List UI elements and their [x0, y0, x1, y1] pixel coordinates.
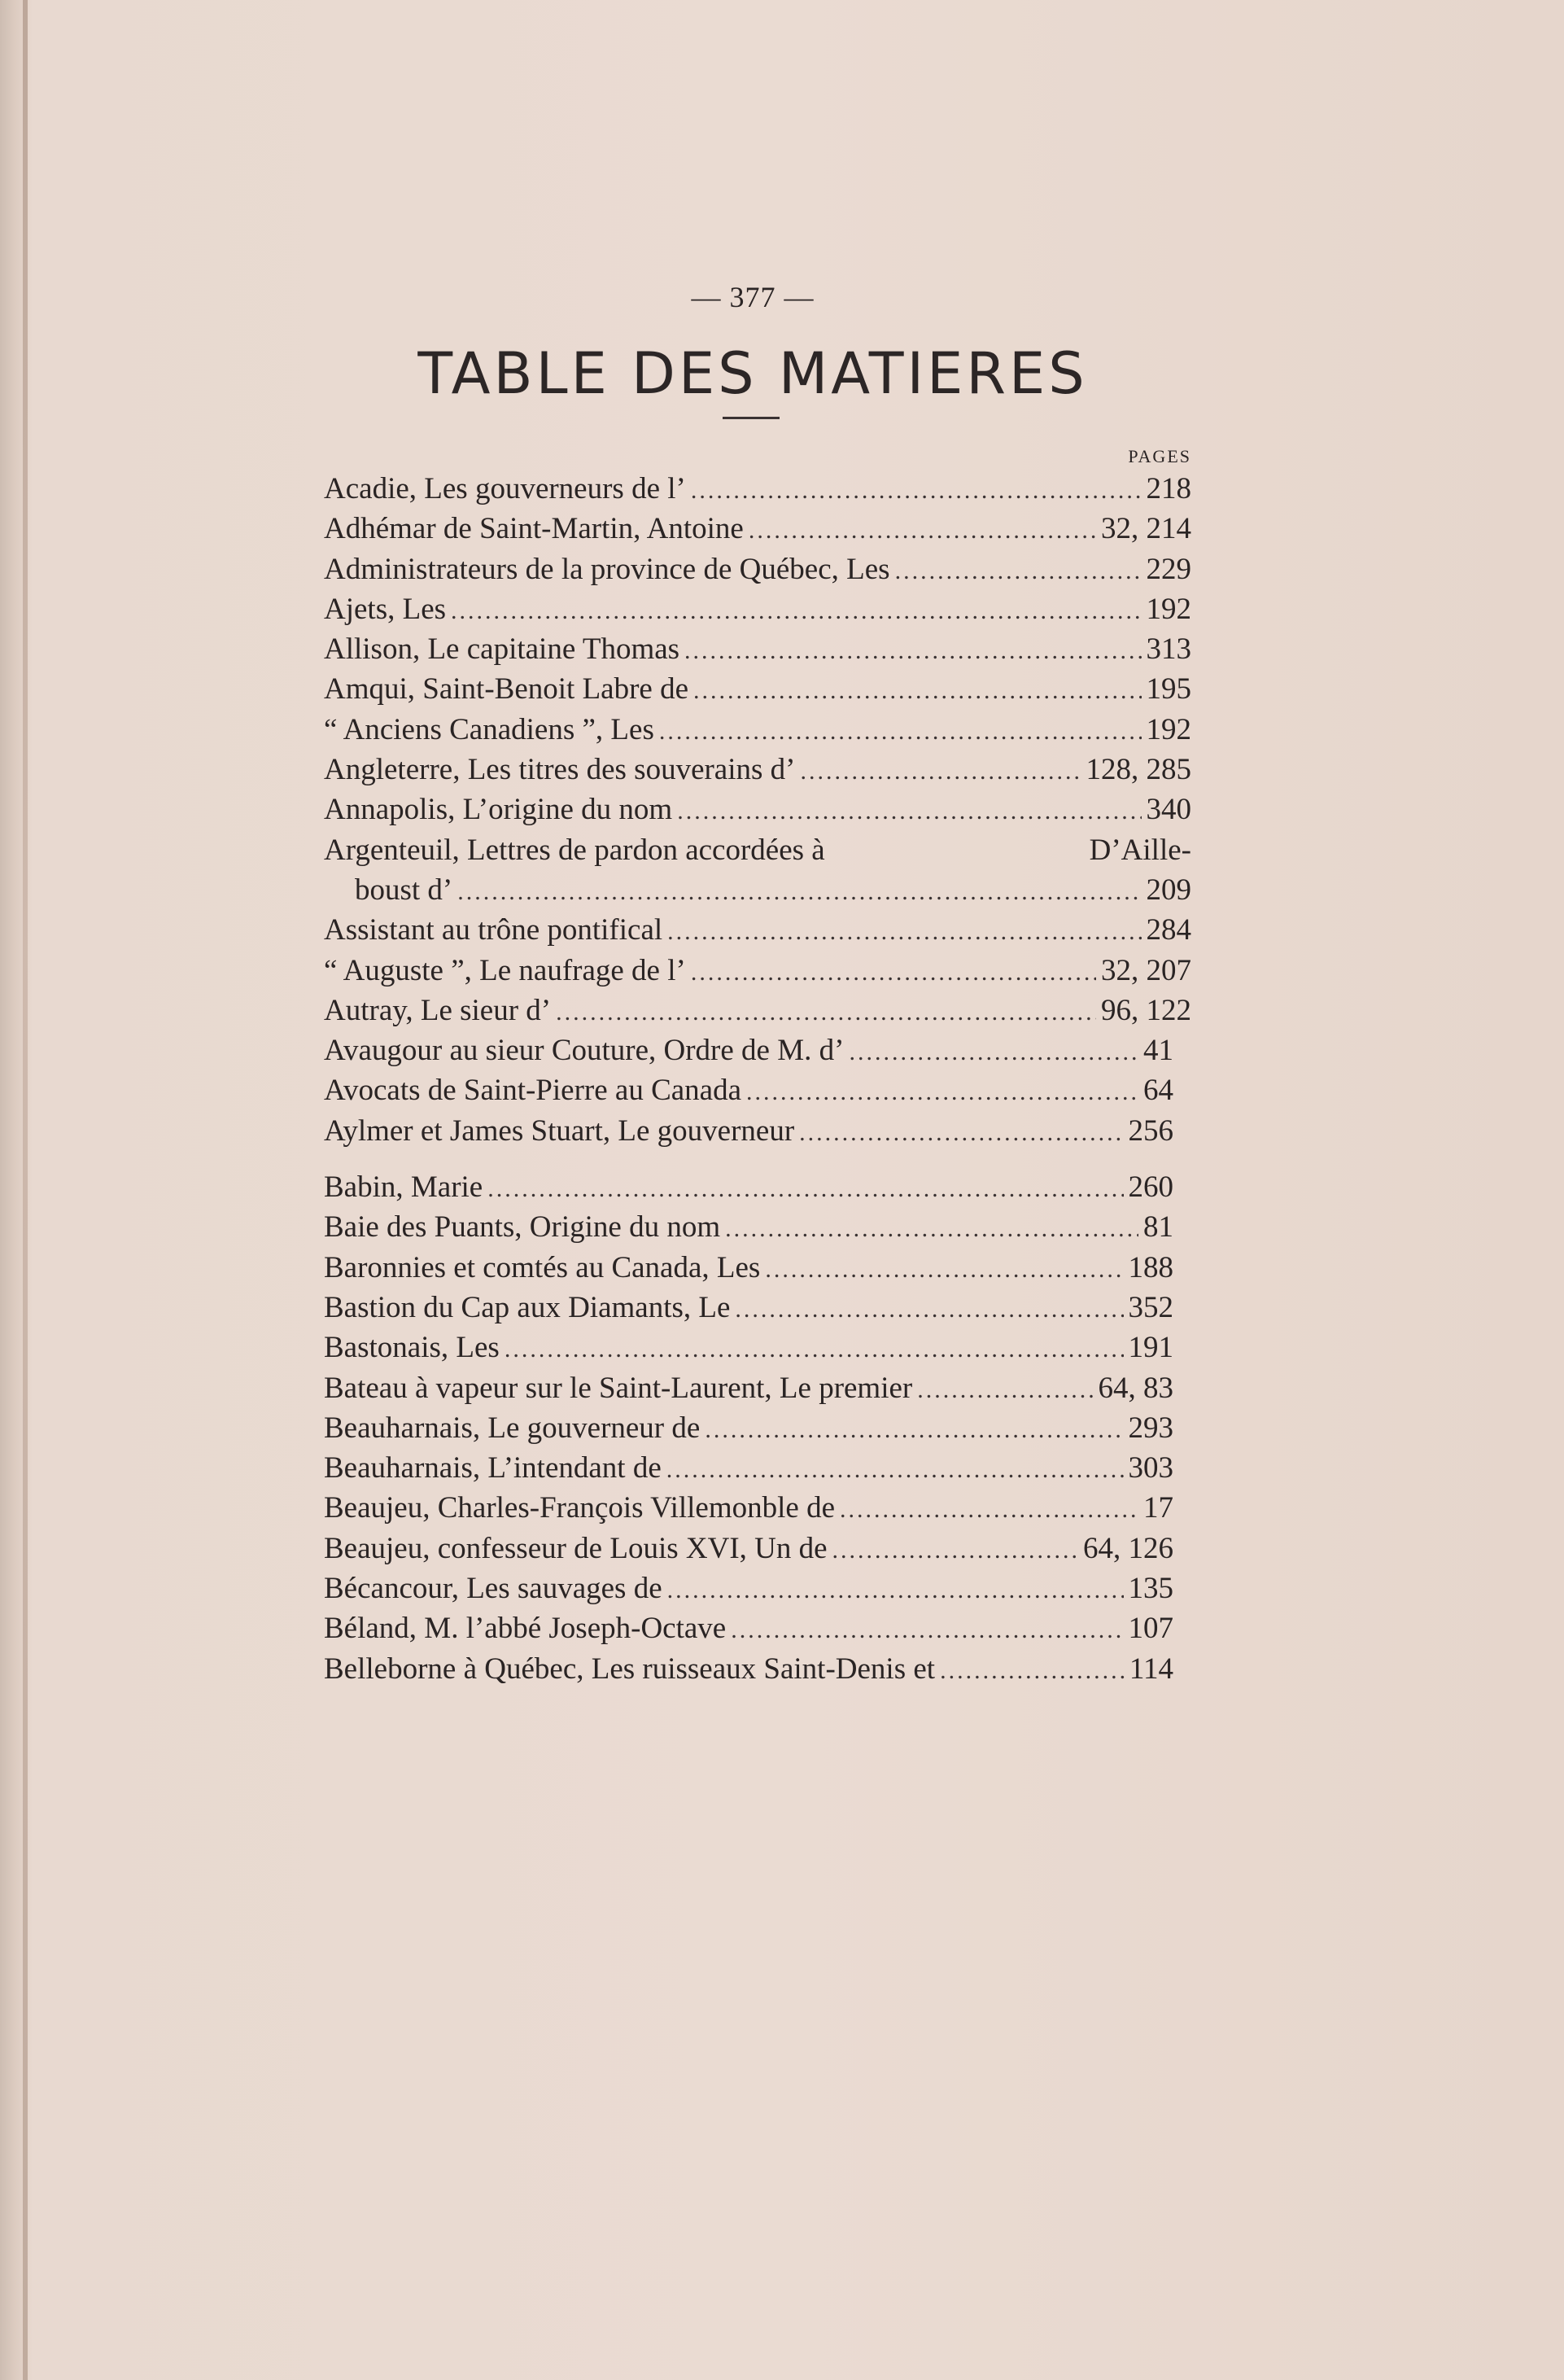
leader-dots: [505, 1329, 1124, 1369]
leader-dots: [832, 1530, 1078, 1570]
leader-dots: [556, 992, 1096, 1032]
toc-entry-pages: 41: [1143, 1034, 1173, 1068]
leader-dots: [457, 872, 1141, 912]
toc-entry-label: Avocats de Saint-Pierre au Canada: [324, 1074, 742, 1108]
toc-entry-label-continued: boust d’: [355, 873, 453, 907]
toc-entry: [324, 710, 1191, 750]
leader-dots: [799, 1113, 1123, 1153]
toc-entry-pages: 229: [1146, 552, 1191, 586]
toc-entry: [324, 1328, 1191, 1367]
toc-entry-pages: 284: [1146, 913, 1191, 947]
toc-entry-pages: 195: [1146, 672, 1191, 707]
toc-entry-pages: 107: [1128, 1612, 1173, 1646]
toc-entry: [324, 1448, 1191, 1488]
toc-entry: [324, 1070, 1191, 1110]
page-number: — 377 —: [691, 281, 815, 313]
toc-entry-pages: 17: [1143, 1491, 1173, 1525]
toc-entry-label: Amqui, Saint-Benoit Labre de: [324, 672, 689, 707]
toc-entry-pages: 114: [1129, 1652, 1173, 1686]
leader-dots: [705, 1410, 1123, 1450]
toc-entry-label: Beaujeu, Charles-François Villemonble de: [324, 1491, 835, 1525]
toc-entry-pages: 313: [1146, 632, 1191, 667]
toc-entry-pages: 192: [1146, 712, 1191, 746]
toc-entry-pages: 188: [1128, 1250, 1173, 1284]
toc-entry-label: Adhémar de Saint-Martin, Antoine: [324, 512, 744, 546]
toc-entry-pages: 81: [1143, 1210, 1173, 1245]
leader-dots: [691, 952, 1096, 992]
toc-entry-label-end: D’Aille-: [1089, 833, 1191, 867]
title-underline: [723, 417, 780, 419]
toc-entry-label: Autray, Le sieur d’: [324, 993, 552, 1027]
leader-dots: [765, 1249, 1123, 1289]
toc-entry-label: “ Auguste ”, Le naufrage de l’: [324, 953, 686, 987]
toc-entry: [324, 549, 1191, 589]
toc-entry-pages: 293: [1128, 1411, 1173, 1445]
toc-entry-pages: 340: [1146, 793, 1191, 827]
toc-entry-line1: [324, 830, 1191, 870]
toc-entry-label: Baie des Puants, Origine du nom: [324, 1210, 721, 1245]
toc-entry-label: Assistant au trône pontifical: [324, 913, 663, 947]
toc-entry-pages: 64, 83: [1098, 1371, 1173, 1405]
toc-entry: [324, 1608, 1191, 1648]
toc-entry: [324, 951, 1191, 991]
toc-entry-line2: [324, 870, 1191, 910]
leader-dots: [684, 631, 1141, 671]
toc-entry-pages: 64: [1143, 1074, 1173, 1108]
pages-column-header: PAGES: [1128, 446, 1191, 466]
table-of-contents: [324, 469, 1191, 1689]
toc-entry-pages: 135: [1128, 1572, 1173, 1606]
toc-entry: [324, 991, 1191, 1030]
leader-dots: [800, 751, 1081, 791]
toc-entry-label: Angleterre, Les titres des souverains d’: [324, 753, 796, 787]
toc-entry-label-start: Argenteuil, Lettres de pardon accordées à: [324, 833, 825, 867]
toc-entry-label: Bécancour, Les sauvages de: [324, 1572, 662, 1606]
toc-entry: [324, 790, 1191, 829]
toc-entry: [324, 1111, 1191, 1151]
toc-entry: [324, 1368, 1191, 1408]
toc-entry-label: Acadie, Les gouverneurs de l’: [324, 472, 686, 505]
toc-entry: [324, 750, 1191, 790]
toc-entry-pages: 303: [1128, 1451, 1173, 1485]
toc-entry: [324, 509, 1191, 549]
leader-dots: [749, 510, 1096, 550]
toc-entry-label: Administrateurs de la province de Québec, Les: [324, 552, 890, 586]
page-title: TABLE DES MATIERES: [417, 340, 1088, 407]
toc-entry-pages: 128, 285: [1086, 753, 1191, 787]
toc-entry-pages: 260: [1128, 1170, 1173, 1205]
leader-dots: [677, 791, 1141, 831]
toc-entry-pages: 64, 126: [1083, 1531, 1173, 1565]
leader-dots: [940, 1651, 1125, 1691]
toc-entry-label: Belleborne à Québec, Les ruisseaux Saint-Denis et: [324, 1652, 936, 1686]
toc-entry: [324, 1649, 1191, 1689]
leader-dots: [691, 470, 1142, 510]
toc-entry-wrapped: [324, 830, 1191, 911]
leader-dots: [917, 1370, 1093, 1410]
leader-dots: [840, 1490, 1138, 1529]
toc-entry-label: “ Anciens Canadiens ”, Les: [324, 712, 654, 746]
leader-dots: [659, 711, 1142, 751]
toc-entry-label: Beauharnais, L’intendant de: [324, 1451, 662, 1485]
toc-entry: [324, 469, 1191, 509]
toc-entry-pages: 256: [1128, 1113, 1173, 1148]
toc-entry-pages: 32, 214: [1101, 512, 1191, 546]
toc-entry: [324, 1207, 1191, 1247]
toc-entry-label: Ajets, Les: [324, 592, 447, 626]
toc-entry: [324, 669, 1191, 709]
toc-entry: [324, 589, 1191, 629]
toc-entry: [324, 1529, 1191, 1568]
leader-dots: [731, 1610, 1123, 1650]
toc-entry-label: Allison, Le capitaine Thomas: [324, 632, 680, 667]
leader-dots: [735, 1289, 1123, 1329]
toc-entry-label: Béland, M. l’abbé Joseph-Octave: [324, 1612, 727, 1646]
toc-entry-pages: 218: [1146, 472, 1191, 505]
toc-entry-label: Avaugour au sieur Couture, Ordre de M. d’: [324, 1034, 845, 1068]
toc-entry-label: Bateau à vapeur sur le Saint-Laurent, Le premier: [324, 1371, 913, 1405]
toc-entry: [324, 1408, 1191, 1448]
toc-entry-pages: 96, 122: [1101, 993, 1191, 1027]
leader-dots: [451, 591, 1141, 631]
toc-entry-label: Beauharnais, Le gouverneur de: [324, 1411, 701, 1445]
leader-dots: [746, 1072, 1138, 1112]
toc-entry-pages: 192: [1146, 592, 1191, 626]
toc-entry-label: Annapolis, L’origine du nom: [324, 793, 673, 827]
toc-entry-label: Aylmer et James Stuart, Le gouverneur: [324, 1113, 795, 1148]
leader-dots: [666, 1450, 1124, 1490]
toc-entry: [324, 1568, 1191, 1608]
leader-dots: [667, 912, 1141, 952]
toc-entry: [324, 910, 1191, 950]
toc-entry-pages: 32, 207: [1101, 953, 1191, 987]
leader-dots: [849, 1032, 1138, 1072]
toc-entry-label: Beaujeu, confesseur de Louis XVI, Un de: [324, 1531, 828, 1565]
toc-entry-label: Baronnies et comtés au Canada, Les: [324, 1250, 761, 1284]
toc-entry-pages: 352: [1128, 1290, 1173, 1324]
toc-entry-label: Bastonais, Les: [324, 1331, 500, 1365]
leader-dots: [693, 671, 1141, 711]
toc-entry-label: Bastion du Cap aux Diamants, Le: [324, 1290, 731, 1324]
toc-entry: [324, 1167, 1191, 1207]
leader-dots: [895, 551, 1142, 591]
toc-entry: [324, 1248, 1191, 1288]
leader-dots: [667, 1570, 1124, 1610]
leader-dots: [487, 1169, 1123, 1209]
toc-entry: [324, 1030, 1191, 1070]
toc-entry-pages: 209: [1146, 873, 1191, 907]
toc-entry-label: Babin, Marie: [324, 1170, 483, 1205]
toc-entry-pages: 191: [1128, 1331, 1173, 1365]
toc-entry: [324, 1288, 1191, 1328]
leader-dots: [725, 1209, 1138, 1249]
toc-entry: [324, 1488, 1191, 1528]
toc-entry: [324, 629, 1191, 669]
